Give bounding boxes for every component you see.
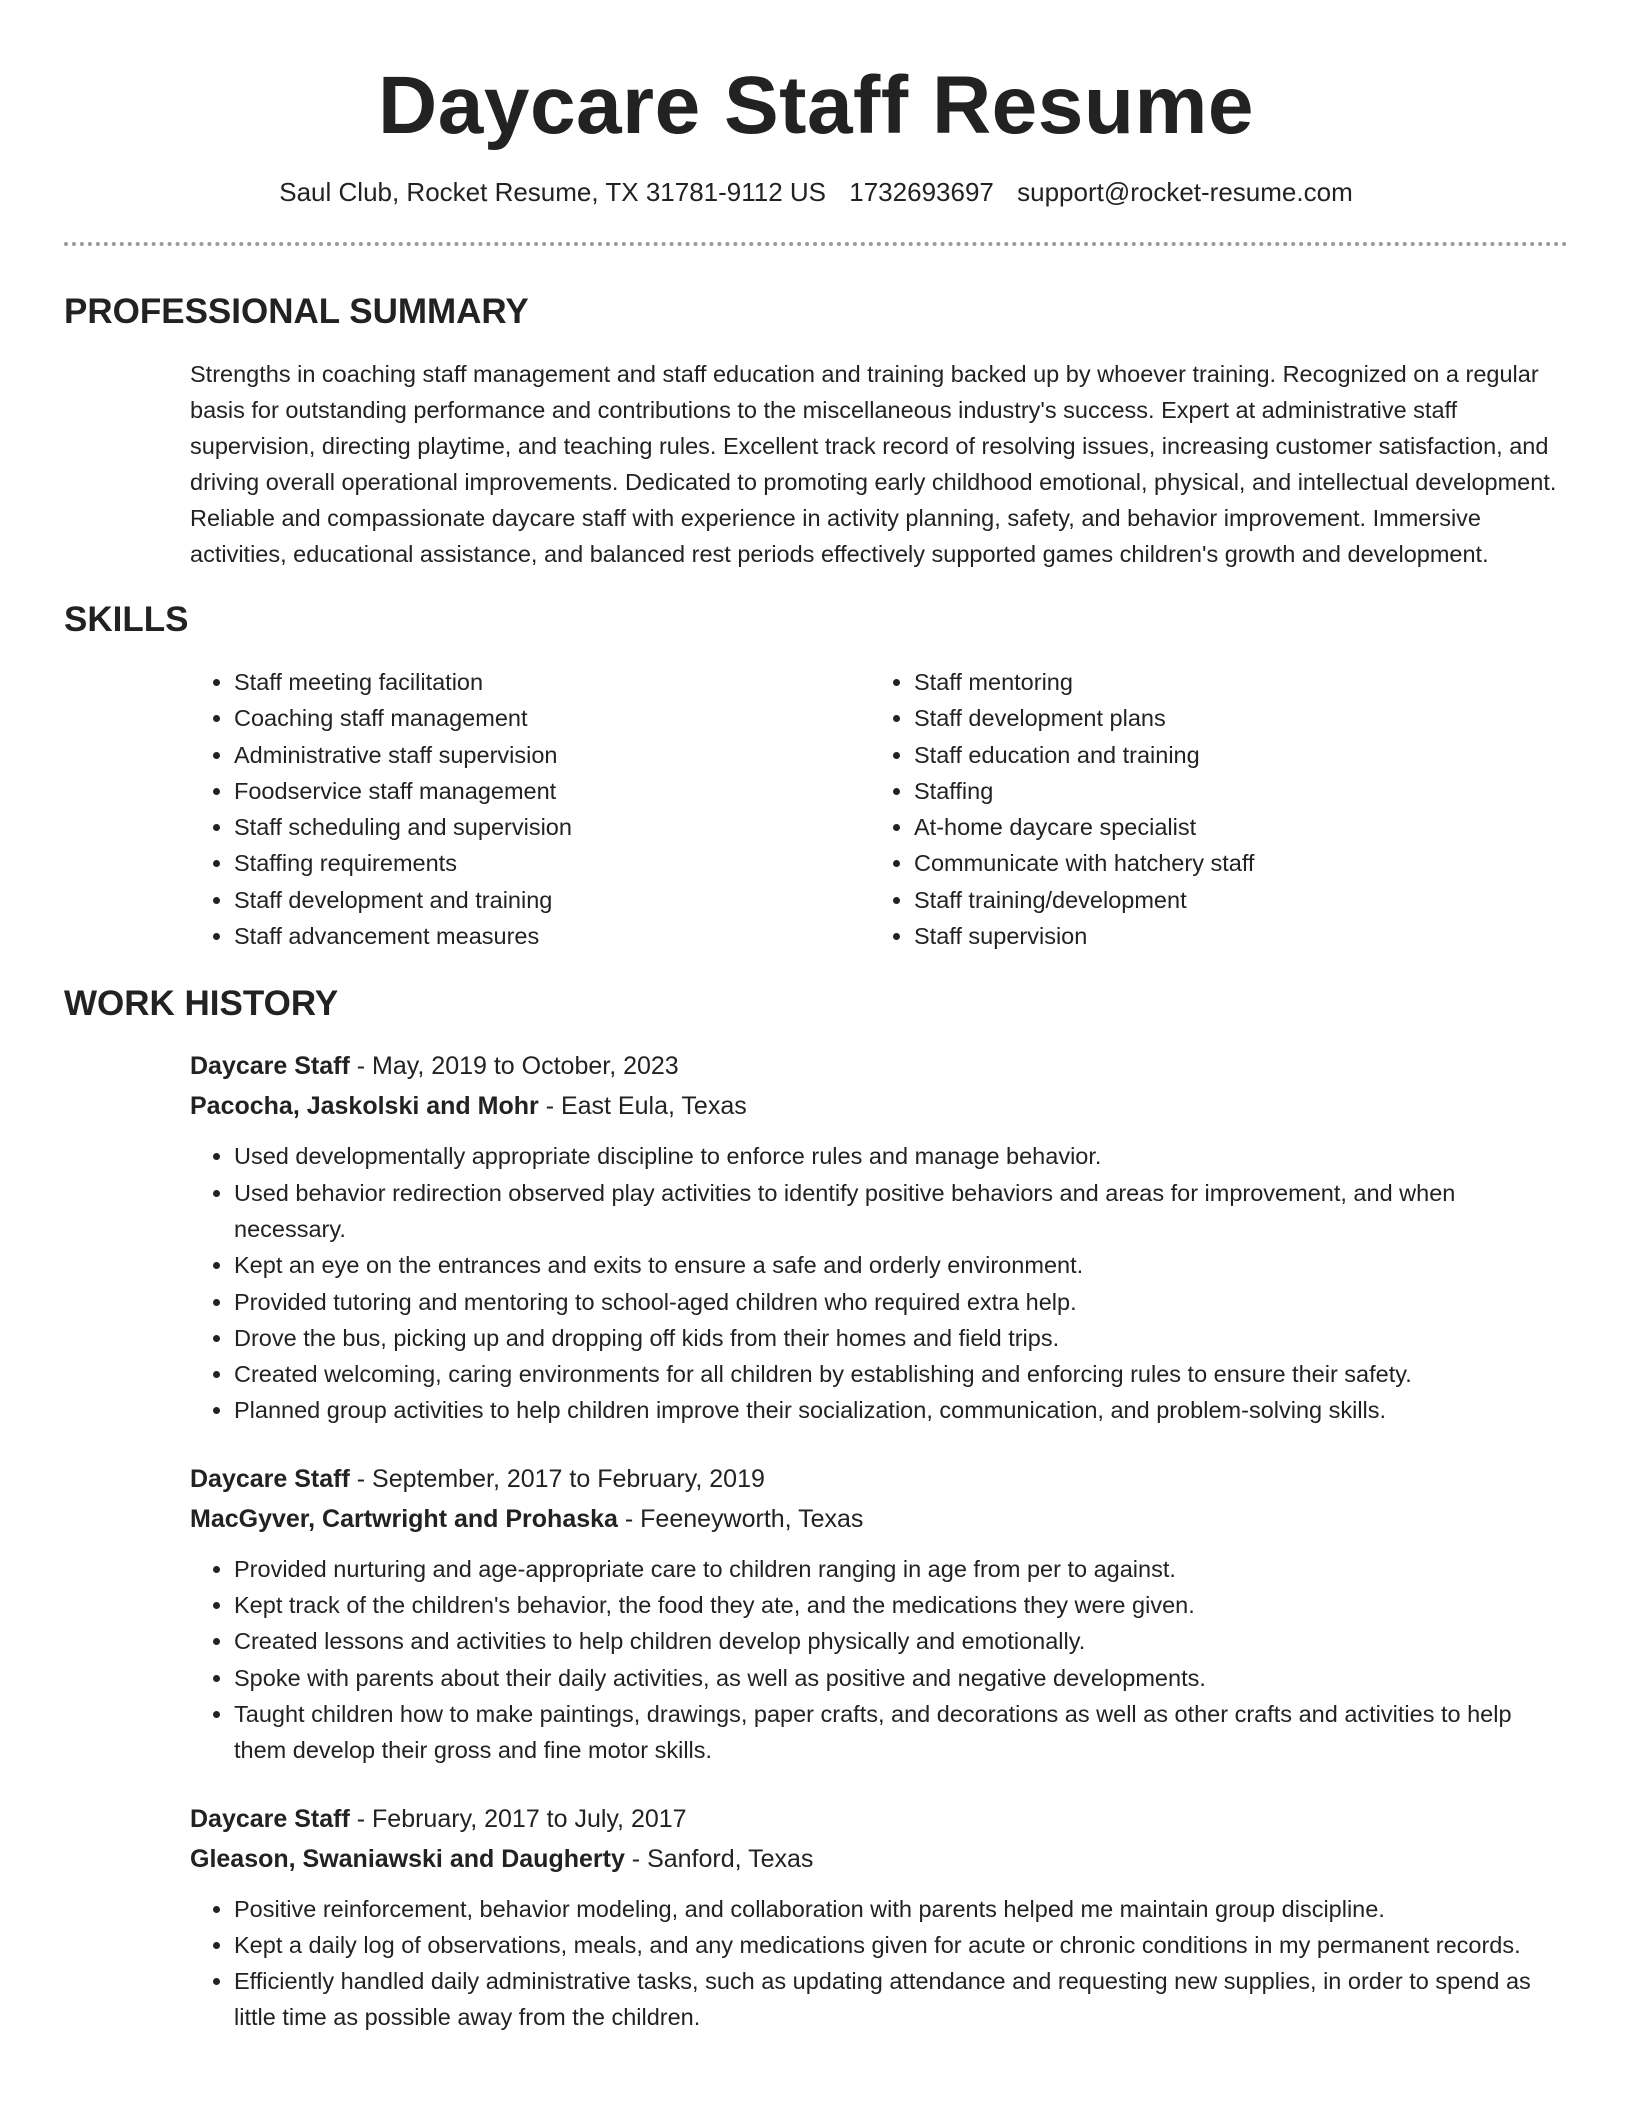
skill-item: • At-home daycare specialist bbox=[914, 809, 1550, 845]
header-divider bbox=[64, 242, 1568, 246]
job-company: MacGyver, Cartwright and Prohaska bbox=[190, 1504, 618, 1533]
job-company: Pacocha, Jaskolski and Mohr bbox=[190, 1092, 539, 1121]
job-bullet: • Positive reinforcement, behavior modeling, and collaboration with parents helped me maintain group discipline. bbox=[234, 1891, 1568, 1927]
contact-line bbox=[64, 174, 1568, 210]
job-bullet: • Provided nurturing and age-appropriate care to children ranging in age from per to against. bbox=[234, 1551, 1568, 1587]
job-bullet: • Used developmentally appropriate discipline to enforce rules and manage behavior. bbox=[234, 1138, 1568, 1174]
job-bullets bbox=[190, 1138, 1568, 1428]
skills-column-left bbox=[190, 664, 870, 954]
job-dates: - February, 2017 to July, 2017 bbox=[349, 1804, 687, 1833]
job-dates: - May, 2019 to October, 2023 bbox=[349, 1052, 679, 1081]
resume-title: Daycare Staff Resume bbox=[378, 60, 1254, 151]
job-bullet: • Kept an eye on the entrances and exits to ensure a safe and orderly environment. bbox=[234, 1247, 1568, 1283]
skills-column-right bbox=[870, 664, 1550, 954]
job-bullet: • Drove the bus, picking up and dropping off kids from their homes and field trips. bbox=[234, 1320, 1568, 1356]
job-bullet: • Planned group activities to help children improve their socialization, communication, and problem-solving skills. bbox=[234, 1392, 1568, 1428]
job-location: - Sanford, Texas bbox=[624, 1844, 814, 1873]
skill-item: • Communicate with hatchery staff bbox=[914, 845, 1550, 881]
skill-item: • Coaching staff management bbox=[234, 700, 870, 736]
job-dates: - September, 2017 to February, 2019 bbox=[349, 1464, 765, 1493]
skill-item: • Staff meeting facilitation bbox=[234, 664, 870, 700]
job-company-line bbox=[190, 1086, 1568, 1126]
job-bullet: • Used behavior redirection observed play activities to identify positive behaviors and areas for improvement, and when necessary. bbox=[234, 1175, 1568, 1248]
skill-item: • Staff scheduling and supervision bbox=[234, 809, 870, 845]
skill-item: • Staff development and training bbox=[234, 882, 870, 918]
job-role: Daycare Staff bbox=[190, 1052, 350, 1081]
work-history-heading: WORK HISTORY bbox=[64, 984, 339, 1024]
skill-item: • Staff advancement measures bbox=[234, 918, 870, 954]
skill-item: • Foodservice staff management bbox=[234, 773, 870, 809]
contact-email: support@rocket-resume.com bbox=[1017, 177, 1353, 207]
skill-item: • Staffing requirements bbox=[234, 845, 870, 881]
job-role: Daycare Staff bbox=[190, 1464, 350, 1493]
skill-item: • Administrative staff supervision bbox=[234, 737, 870, 773]
summary-text: Strengths in coaching staff management and staff education and training backed up by whoever training. Recognized on a regular basis for outstanding performance and contributions to the miscellaneous industry's success. Expert at administrative staff supervision, directing playtime, and teaching rules. Excellent track record of resolving issues, increasing customer satisfaction, and driving overall operational improvements. Dedicated to promoting early childhood emotional, physical, and intellectual development. Reliable and compassionate daycare staff with experience in activity planning, safety, and behavior improvement. Immersive activities, educational assistance, and balanced rest periods effectively supported games children's growth and development. bbox=[190, 361, 1557, 567]
skills-list bbox=[190, 664, 1568, 954]
job-bullet: • Spoke with parents about their daily activities, as well as positive and negative developments. bbox=[234, 1660, 1568, 1696]
job-title-line bbox=[190, 1459, 1568, 1499]
job-bullet: • Kept track of the children's behavior, the food they ate, and the medications they were given. bbox=[234, 1587, 1568, 1623]
job-location: - Feeneyworth, Texas bbox=[617, 1504, 864, 1533]
job-location: - East Eula, Texas bbox=[538, 1092, 747, 1121]
job-entry bbox=[190, 1459, 1568, 1769]
job-title-line bbox=[190, 1046, 1568, 1086]
job-entry bbox=[190, 1799, 1568, 2036]
skill-item: • Staff mentoring bbox=[914, 664, 1550, 700]
job-title-line bbox=[190, 1799, 1568, 1839]
contact-phone: 1732693697 bbox=[849, 177, 994, 207]
job-company: Gleason, Swaniawski and Daugherty bbox=[190, 1844, 625, 1873]
job-bullet: • Created welcoming, caring environments for all children by establishing and enforcing rules to ensure their safety. bbox=[234, 1356, 1568, 1392]
job-bullet: • Efficiently handled daily administrative tasks, such as updating attendance and requesting new supplies, in order to spend as little time as possible away from the children. bbox=[234, 1963, 1568, 2036]
job-bullets bbox=[190, 1551, 1568, 1769]
job-bullet: • Taught children how to make paintings, drawings, paper crafts, and decorations as well as other crafts and activities to help them develop their gross and fine motor skills. bbox=[234, 1696, 1568, 1769]
job-entry bbox=[190, 1046, 1568, 1428]
job-company-line bbox=[190, 1499, 1568, 1539]
skill-item: • Staffing bbox=[914, 773, 1550, 809]
skill-item: • Staff education and training bbox=[914, 737, 1550, 773]
skill-item: • Staff development plans bbox=[914, 700, 1550, 736]
job-company-line bbox=[190, 1839, 1568, 1879]
skill-item: • Staff supervision bbox=[914, 918, 1550, 954]
job-bullet: • Provided tutoring and mentoring to school-aged children who required extra help. bbox=[234, 1284, 1568, 1320]
contact-address: Saul Club, Rocket Resume, TX 31781-9112 US bbox=[279, 177, 827, 207]
resume-page bbox=[64, 0, 1568, 2036]
job-role: Daycare Staff bbox=[190, 1804, 350, 1833]
job-bullet: • Kept a daily log of observations, meals, and any medications given for acute or chronic conditions in my permanent records. bbox=[234, 1927, 1568, 1963]
summary-heading: PROFESSIONAL SUMMARY bbox=[64, 292, 529, 331]
skills-heading: SKILLS bbox=[64, 600, 189, 639]
job-bullet: • Created lessons and activities to help children develop physically and emotionally. bbox=[234, 1623, 1568, 1659]
skill-item: • Staff training/development bbox=[914, 882, 1550, 918]
job-bullets bbox=[190, 1891, 1568, 2036]
